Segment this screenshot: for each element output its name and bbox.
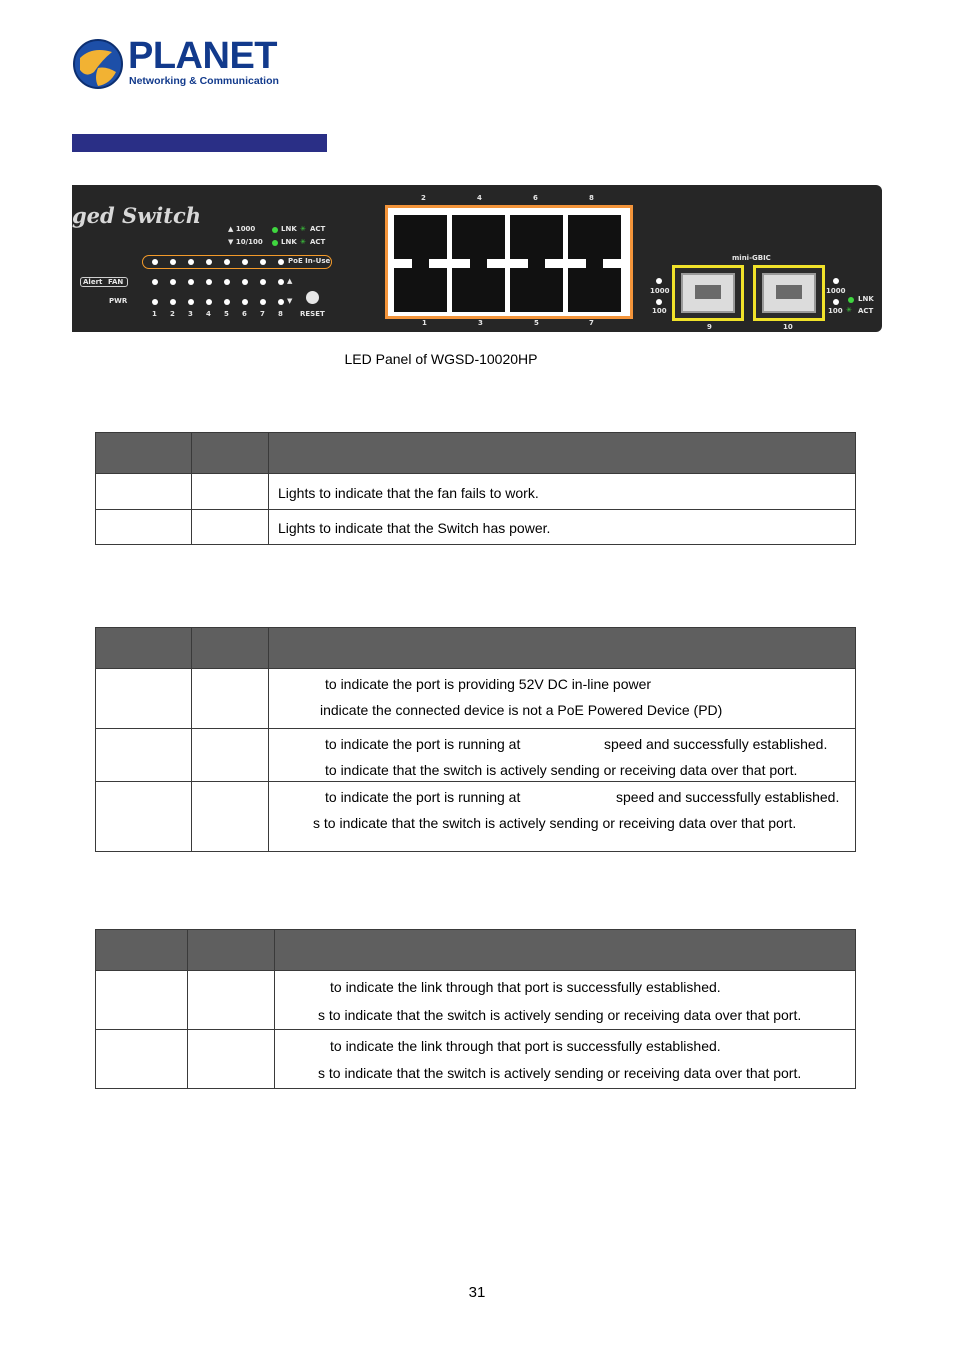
table-header-cell	[192, 433, 269, 474]
table-cell	[96, 474, 192, 510]
table-cell	[96, 971, 188, 1030]
led-description-part: speed and successfully established.	[616, 789, 840, 805]
table-row	[96, 1030, 856, 1089]
port-number-label: 1	[152, 310, 157, 318]
table-cell	[269, 782, 856, 852]
port-number-label: 2	[170, 310, 175, 318]
legend-lnk-label-2: LNK	[281, 238, 297, 246]
rj45-port	[568, 215, 621, 259]
rj45-port	[510, 268, 563, 312]
sfp-speed-100: 100	[652, 307, 667, 315]
sfp-speed-led	[833, 278, 839, 284]
brand-tagline: Networking & Communication	[129, 75, 279, 87]
rj-port-number: 2	[421, 194, 426, 202]
led-description-line	[325, 789, 911, 805]
speed-led	[170, 279, 176, 285]
poe-led	[224, 259, 230, 265]
port-number-label: 5	[224, 310, 229, 318]
poe-in-use-label: PoE In-Use	[288, 257, 331, 265]
table-row	[96, 729, 856, 782]
table-header-cell	[96, 930, 188, 971]
poe-led	[278, 259, 284, 265]
legend-lnk-label: LNK	[281, 225, 297, 233]
panel-model-label: ged Switch	[72, 203, 202, 228]
globe-icon	[72, 38, 124, 90]
rj45-port	[394, 215, 447, 259]
sfp-speed-100: 100	[828, 307, 843, 315]
act-star-icon: ✳	[300, 238, 306, 246]
speed-led	[206, 279, 212, 285]
speed-led	[152, 279, 158, 285]
brand-name: PLANET	[128, 35, 277, 77]
system-led-table	[95, 432, 856, 545]
led-description-part: to indicate the port is running at	[325, 736, 521, 752]
table-header-cell	[188, 930, 275, 971]
led-panel-image	[72, 185, 882, 332]
table-cell	[269, 474, 856, 510]
led-description-line: s to indicate that the switch is actively sending or receiving data over that port.	[313, 815, 797, 831]
port-number-label: 3	[188, 310, 193, 318]
sfp-act-label: ACT	[858, 307, 874, 315]
port-number-label: 8	[278, 310, 283, 318]
legend-act-label: ACT	[310, 225, 326, 233]
table-cell	[269, 729, 856, 782]
table-row	[96, 510, 856, 545]
led-description: Lights to indicate that the fan fails to work.	[278, 485, 539, 501]
link-led	[260, 299, 266, 305]
legend-1000: ▲ 1000	[228, 225, 256, 233]
rj45-port	[394, 268, 447, 312]
led-description-line: to indicate the port is providing 52V DC in-line power	[325, 676, 652, 692]
table-header-row	[96, 628, 856, 669]
figure-caption-text: LED Panel of WGSD-10020HP	[344, 351, 538, 367]
table-header-cell	[269, 628, 856, 669]
figure-caption	[0, 351, 954, 367]
sfp-slot	[753, 265, 825, 321]
poe-led	[188, 259, 194, 265]
rj45-port	[452, 215, 505, 259]
planet-logo	[72, 35, 279, 92]
port-number-label: 4	[206, 310, 211, 318]
rj45-port	[568, 268, 621, 312]
pwr-led	[152, 299, 158, 305]
table-cell	[275, 971, 856, 1030]
table-cell	[96, 729, 192, 782]
poe-led	[206, 259, 212, 265]
table-cell	[192, 510, 269, 545]
table-row	[96, 669, 856, 729]
led-description: Lights to indicate that the Switch has power.	[278, 520, 551, 536]
rj-port-number: 5	[534, 319, 539, 327]
led-description-part: speed and successfully established.	[604, 736, 828, 752]
sfp-speed-1000: 1000	[650, 287, 670, 295]
table-row	[96, 782, 856, 852]
alert-label: Alert	[83, 278, 103, 286]
table-cell	[96, 669, 192, 729]
sfp-speed-1000: 1000	[826, 287, 846, 295]
rj45-port-block	[385, 205, 633, 319]
table-cell	[192, 669, 269, 729]
table-cell	[96, 1030, 188, 1089]
legend-lnk-led	[272, 227, 278, 233]
link-led	[224, 299, 230, 305]
speed-led	[224, 279, 230, 285]
sfp-speed-led	[656, 299, 662, 305]
poe-led	[242, 259, 248, 265]
port-led-table	[95, 627, 856, 852]
table-header-cell	[275, 930, 856, 971]
mini-gbic-label: mini-GBIC	[732, 254, 771, 262]
rj-port-number: 8	[589, 194, 594, 202]
table-header-cell	[269, 433, 856, 474]
port-number-label: 7	[260, 310, 265, 318]
led-description-line: to indicate the link through that port is successfully established.	[330, 1038, 721, 1054]
led-description-line: to indicate that the switch is actively sending or receiving data over that port.	[325, 762, 798, 778]
speed-led	[242, 279, 248, 285]
sfp-port-number: 10	[783, 323, 793, 331]
pwr-label: PWR	[109, 297, 128, 305]
act-star-icon: ✳	[846, 306, 852, 314]
rj-port-number: 7	[589, 319, 594, 327]
down-arrow-icon: ▼	[287, 297, 293, 305]
table-cell	[96, 782, 192, 852]
section-heading-bar	[72, 134, 327, 152]
sfp-lnk-led	[848, 297, 854, 303]
led-description-line: s to indicate that the switch is actively sending or receiving data over that port.	[318, 1007, 802, 1023]
table-cell	[192, 474, 269, 510]
rj-port-number: 3	[478, 319, 483, 327]
sfp-port-number: 9	[707, 323, 712, 331]
reset-label: RESET	[300, 310, 325, 318]
speed-led	[188, 279, 194, 285]
sfp-speed-led	[656, 278, 662, 284]
link-led	[188, 299, 194, 305]
link-led	[206, 299, 212, 305]
sfp-speed-led	[833, 299, 839, 305]
table-cell	[192, 729, 269, 782]
act-star-icon: ✳	[300, 225, 306, 233]
poe-led	[152, 259, 158, 265]
up-arrow-icon: ▲	[287, 277, 293, 285]
table-row	[96, 474, 856, 510]
table-cell	[275, 1030, 856, 1089]
led-description-line: to indicate the link through that port is successfully established.	[330, 979, 721, 995]
reset-button-image	[306, 291, 319, 304]
table-header-cell	[192, 628, 269, 669]
page-number: 31	[468, 1284, 486, 1301]
rj-port-number: 4	[477, 194, 482, 202]
rj-port-number: 1	[422, 319, 427, 327]
poe-led	[260, 259, 266, 265]
led-description-line: s to indicate that the switch is actively sending or receiving data over that port.	[318, 1065, 802, 1081]
table-cell	[269, 669, 856, 729]
speed-led	[260, 279, 266, 285]
sfp-led-table	[95, 929, 856, 1089]
led-description-line: indicate the connected device is not a PoE Powered Device (PD)	[320, 702, 723, 718]
table-cell	[96, 510, 192, 545]
poe-led	[170, 259, 176, 265]
table-cell	[192, 782, 269, 852]
link-led	[278, 299, 284, 305]
port-number-label: 6	[242, 310, 247, 318]
rj-port-number: 6	[533, 194, 538, 202]
speed-led	[278, 279, 284, 285]
link-led	[170, 299, 176, 305]
table-header-row	[96, 433, 856, 474]
fan-label: FAN	[108, 278, 124, 286]
table-header-cell	[96, 628, 192, 669]
rj45-port	[452, 268, 505, 312]
table-header-row	[96, 930, 856, 971]
table-cell	[188, 971, 275, 1030]
table-header-cell	[96, 433, 192, 474]
table-row	[96, 971, 856, 1030]
link-led	[242, 299, 248, 305]
led-description-part: to indicate the port is running at	[325, 789, 521, 805]
led-description-line	[325, 736, 911, 752]
legend-lnk-led-2	[272, 240, 278, 246]
sfp-lnk-label: LNK	[858, 295, 874, 303]
legend-act-label-2: ACT	[310, 238, 326, 246]
rj45-port	[510, 215, 563, 259]
table-cell	[269, 510, 856, 545]
table-cell	[188, 1030, 275, 1089]
legend-10-100: ▼ 10/100	[228, 238, 263, 246]
sfp-slot	[672, 265, 744, 321]
